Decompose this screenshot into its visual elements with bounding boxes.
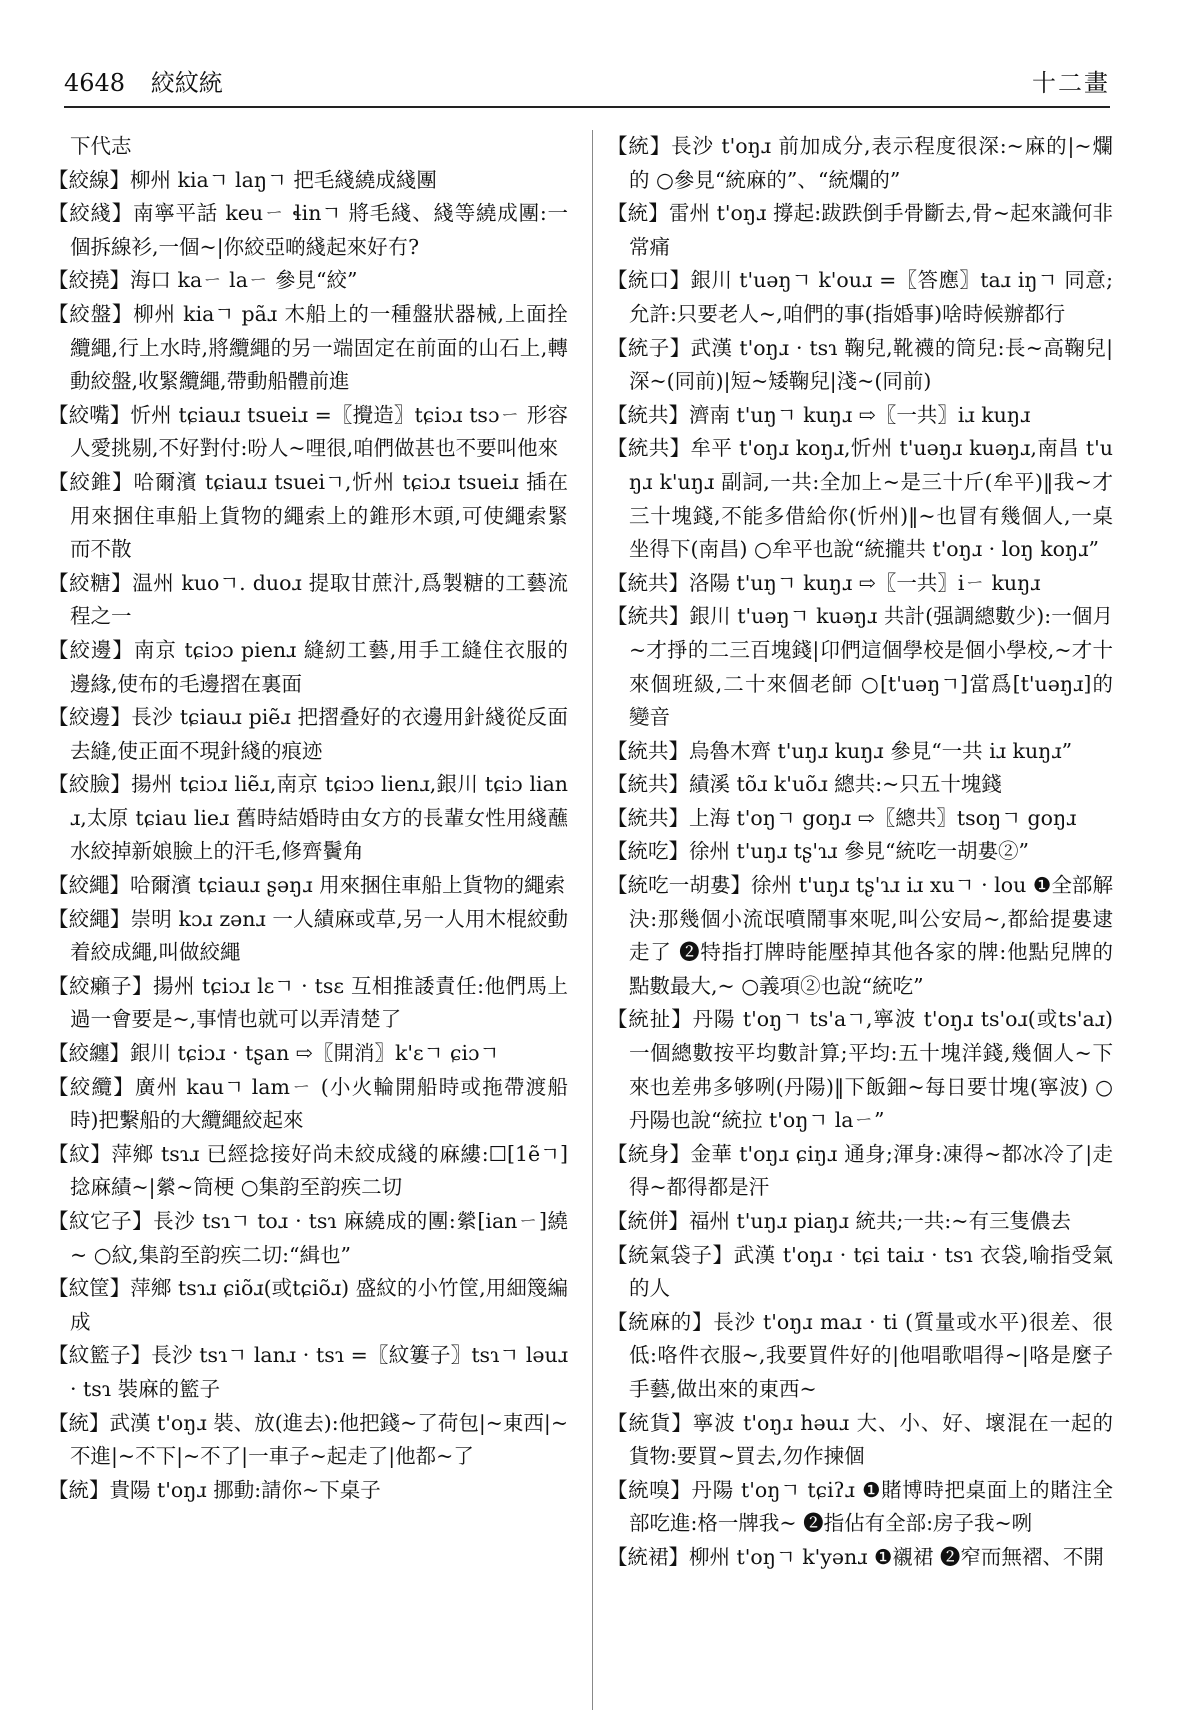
dictionary-entry: 【統吃一胡婁】徐州 t'uŋɹ tʂ'ɿɹ iɹ xuㄱ · lou ❶全部解決:那幾個小流氓噴鬧事來呢,叫公安局~,都給提婁逮走了 ❷特指打牌時能壓掉其他各家的牌:他點兒牌的點數最大,~ ○義項②也說“統吃” [607,873,1113,998]
running-head [64,66,1110,108]
dictionary-entry: 【統併】福州 t'uŋɹ piaŋɹ 統共;一共:~有三隻儂去 [607,1209,1071,1233]
dictionary-entry: 【絞嘴】忻州 tɕiauɹ tsueiɹ =〖攪造〗tɕiɔɹ tsɔㄧ 形容人愛挑剔,不好對付:吩人~哩很,咱們做甚也不要叫他來 [48,402,568,461]
section-title: 十二畫 [1032,69,1110,97]
dictionary-entry: 【絞纏】銀川 tɕiɔɹ · tʂan ⇨〖開消〗k'ɛㄱ ɕiɔㄱ [48,1041,500,1066]
dictionary-entry: 【統】長沙 t'oŋɹ 前加成分,表示程度很深:~麻的|~爛的 ○參見“統麻的”、“統爛的” [607,134,1113,192]
dictionary-entry: 【紋筐】萍鄉 tsɿɹ ɕiõɹ(或tɕiõɹ) 盛紋的小竹筐,用細篾編成 [48,1276,568,1334]
right-column [592,130,1113,1710]
dictionary-entry: 【絞癩子】揚州 tɕiɔɹ lɛㄱ · tsɛ 互相推諉責任:他們馬上過一會要是~,事情也就可以弄清楚了 [48,973,568,1032]
dictionary-entry: 【統共】績溪 tõɹ k'uõɹ 總共:~只五十塊錢 [607,772,1002,797]
dictionary-entry: 【絞邊】長沙 tɕiauɹ piẽɹ 把摺叠好的衣邊用針綫從反面去縫,使正面不現針綫的痕迹 [48,705,568,763]
dictionary-entry: 【絞繩】哈爾濱 tɕiauɹ ʂəŋɹ 用來捆住車船上貨物的繩索 [48,873,566,898]
dictionary-entry: 【統共】牟平 t'oŋɹ koŋɹ,忻州 t'uəŋɹ kuəŋɹ,南昌 t'uŋɹ k'uŋɹ 副詞,一共:全加上~是三十斤(牟平)‖我~才三十塊錢,不能多借給你(忻州)‖~也冒有幾個人,一桌坐得下(南昌) ○牟平也說“統攏共 t'oŋɹ · loŋ koŋɹ” [607,436,1113,562]
dictionary-entry: 【絞撓】海口 kaㄧ laㄧ 參見“絞” [48,268,358,293]
dictionary-entry: 【絞盤】柳州 kiaㄱ pãɹ 木船上的一種盤狀器械,上面拴纜繩,行上水時,將纜繩的另一端固定在前面的山石上,轉動絞盤,收緊纜繩,帶動船體前進 [48,301,568,394]
dictionary-entry: 【紋它子】長沙 tsɿㄱ toɹ · tsɿ 麻繞成的團:縈[ianㄧ]繞~ ○紋,集韵至韵疾二切:“緝也” [48,1209,568,1267]
dictionary-entry: 【統身】金華 t'oŋɹ ɕiŋɹ 通身;渾身:凍得~都冰冷了|走得~都得都是汗 [607,1141,1113,1200]
dictionary-entry: 【統共】濟南 t'uŋㄱ kuŋɹ ⇨〖一共〗iɹ kuŋɹ [607,402,1031,427]
dictionary-entry: 【絞糖】温州 kuoㄱ. duoɹ 提取甘蔗汁,爲製糖的工藝流程之一 [48,570,568,629]
dictionary-entry: 【統】雷州 t'oŋɹ 撐起:跋跌倒手骨斷去,骨~起來識何非常痛 [607,201,1113,259]
two-column-body [48,130,1114,1710]
dictionary-entry: 【絞線】柳州 kiaㄱ laŋㄱ 把毛綫繞成綫團 [48,167,437,192]
dictionary-entry: 【統口】銀川 t'uəŋㄱ k'ouɹ =〖答應〗taɹ iŋㄱ 同意;允許:只要老人~,咱們的事(指婚事)啥時候辦都行 [607,268,1113,326]
dictionary-entry: 【紋籃子】長沙 tsɿㄱ lanɹ · tsɿ =〖紋簍子〗tsɿㄱ ləuɹ · tsɿ 裝麻的籃子 [48,1343,568,1401]
dictionary-entry: 【統共】洛陽 t'uŋㄱ kuŋɹ ⇨〖一共〗iㄧ kuŋɹ [607,570,1041,595]
dictionary-entry: 【紋】萍鄉 tsɿɹ 已經捻接好尚未絞成綫的麻縷:☐[1ẽㄱ]捻麻績~|縈~筒梗 ○集韵至韵疾二切 [48,1141,568,1200]
dictionary-entry: 【絞綫】南寧平話 keuㄧ ɬinㄱ 將毛綫、綫等繞成團:一個拆線衫,一個~|你絞亞啲綫起來好冇? [48,201,568,259]
dictionary-entry: 下代志 [70,134,132,158]
left-column [48,130,568,1710]
page-number: 4648 [64,69,126,97]
dictionary-entry: 【統共】烏魯木齊 t'uŋɹ kuŋɹ 參見“一共 iɹ kuŋɹ” [607,738,1073,763]
dictionary-entry: 【統嗅】丹陽 t'oŋㄱ tɕiʔɹ ❶賭博時把桌面上的賭注全部吃進:格一牌我~ ❷指佔有全部:房子我~咧 [607,1477,1113,1536]
dictionary-entry: 【統麻的】長沙 t'oŋɹ maɹ · ti (質量或水平)很差、很低:咯件衣服~,我要買件好的|他唱歌唱得~|咯是麼子手藝,做出來的東西~ [607,1309,1113,1401]
dictionary-entry: 【統裙】柳州 t'oŋㄱ k'yənɹ ❶襯裙 ❷窄而無褶、不開 [607,1544,1104,1569]
dictionary-entry: 【統】貴陽 t'oŋɹ 挪動:請你~下桌子 [48,1477,381,1502]
page-headwords: 絞紋統 [150,69,223,97]
dictionary-entry: 【統】武漢 t'oŋɹ 裝、放(進去):他把錢~了荷包|~東西|~不進|~不下|~不了|一車子~起走了|他都~了 [48,1410,568,1469]
dictionary-entry: 【統共】銀川 t'uəŋㄱ kuəŋɹ 共計(强調總數少):一個月~才掙的二三百塊錢|卬們這個學校是個小學校,~才十來個班級,二十來個老師 ○[t'uəŋㄱ]當爲[t'uəŋɹ]的變音 [607,604,1113,730]
dictionary-entry: 【統扯】丹陽 t'oŋㄱ ts'aㄱ,寧波 t'oŋɹ ts'oɹ(或ts'aɹ) 一個總數按平均數計算;平均:五十塊洋錢,幾個人~下來也差弗多够咧(丹陽)‖下飯鈿~每日要廿塊(寧波) ○丹陽也說“統拉 t'oŋㄱ laㄧ” [607,1007,1113,1133]
dictionary-entry: 【絞纜】廣州 kauㄱ lamㄧ (小火輪開船時或拖帶渡船時)把繫船的大纜繩絞起來 [48,1074,568,1133]
dictionary-entry: 【統氣袋子】武漢 t'oŋɹ · tɕi taiɹ · tsɿ 衣袋,喻指受氣的人 [607,1242,1113,1301]
dictionary-entry: 【絞錐】哈爾濱 tɕiauɹ tsueiㄱ,忻州 tɕiɔɹ tsueiɹ 插在用來捆住車船上貨物的繩索上的錐形木頭,可使繩索緊而不散 [48,469,568,562]
dictionary-entry: 【絞臉】揚州 tɕiɔɹ liẽɹ,南京 tɕiɔɔ lienɹ,銀川 tɕiɔ lianɹ,太原 tɕiau lieɹ 舊時結婚時由女方的長輩女性用綫蘸水絞掉新娘臉上的汗毛,修齊鬢角 [48,772,568,864]
dictionary-entry: 【絞邊】南京 tɕiɔɔ pienɹ 縫紉工藝,用手工縫住衣服的邊緣,使布的毛邊摺在裏面 [48,637,568,696]
dictionary-entry: 【統共】上海 t'oŋㄱ goŋɹ ⇨〖總共〗tsoŋㄱ goŋɹ [607,805,1077,830]
dictionary-entry: 【統子】武漢 t'oŋɹ · tsɿ 鞠兒,靴襪的筒兒:長~高鞠兒|深~(同前)|短~矮鞠兒|淺~(同前) [607,335,1113,394]
running-head-left [64,66,223,100]
dictionary-entry: 【統吃】徐州 t'uŋɹ tʂ'ɿɹ 參見“統吃一胡婁②” [607,839,1030,864]
dictionary-entry: 【絞繩】崇明 kɔɹ zənɹ 一人績麻或草,另一人用木棍絞動着絞成繩,叫做絞繩 [48,906,568,965]
dictionary-entry: 【統貨】寧波 t'oŋɹ həuɹ 大、小、好、壞混在一起的貨物:要買~買去,勿作揀個 [607,1410,1113,1469]
